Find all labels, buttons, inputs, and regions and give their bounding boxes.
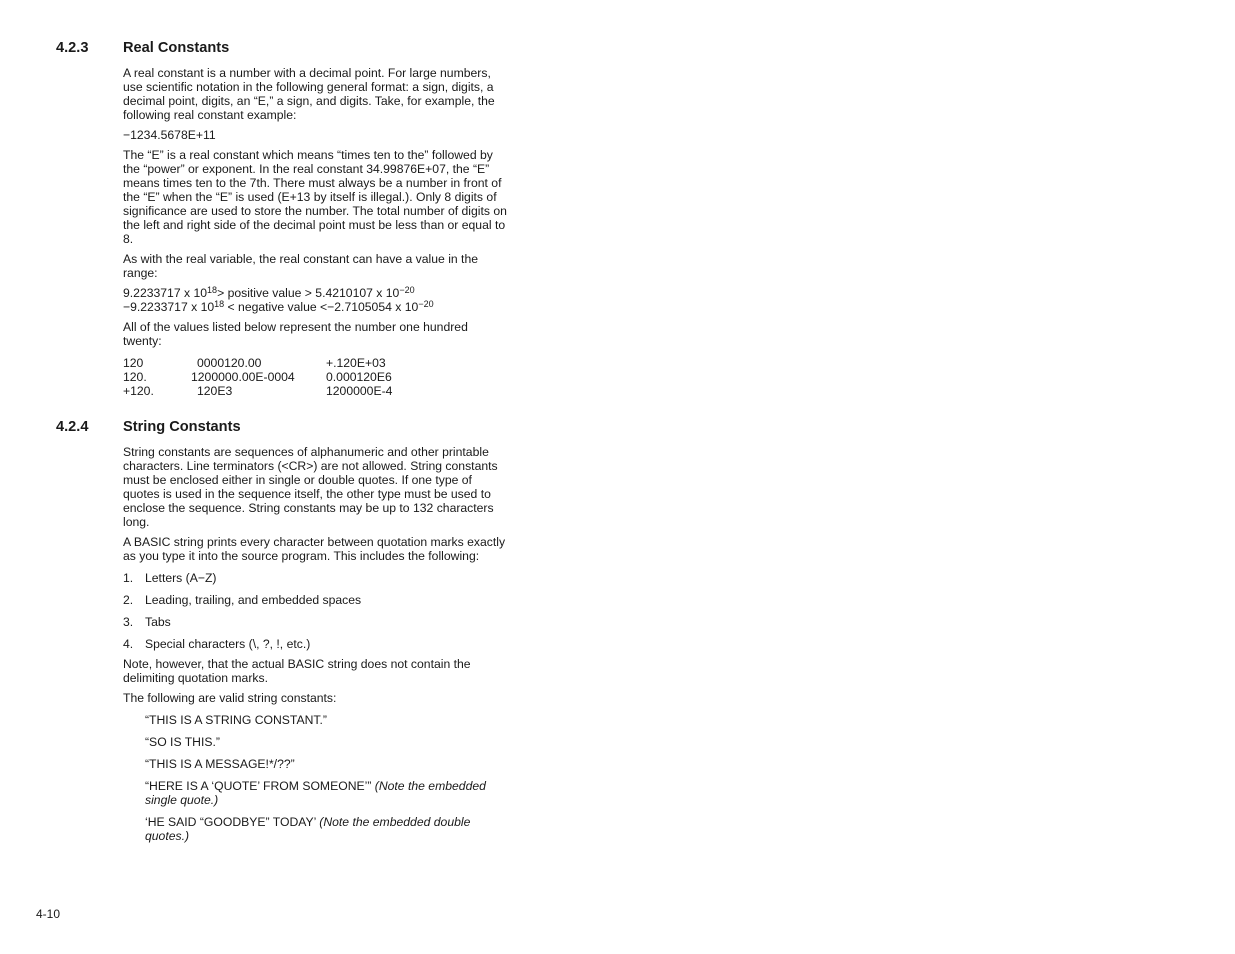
list-item <box>123 571 509 585</box>
section-body <box>123 66 509 398</box>
table-cell: 1200000E-4 <box>326 384 393 398</box>
paragraph: String constants are sequences of alphanumeric and other printable characters. Line terminators (<CR>) are not allowed. String constants must be enclosed either in single or double quotes. If one type of quotes is used in the sequence itself, the other type must be used to enclose the sequence. String constants may be up to 132 characters long. <box>123 445 498 529</box>
list-item <box>123 637 509 651</box>
table-row <box>123 370 392 384</box>
string-example <box>145 815 509 843</box>
section-title: Real Constants <box>123 40 230 56</box>
section-body <box>123 445 509 851</box>
exponent: −20 <box>418 299 434 309</box>
section-title: String Constants <box>123 419 241 435</box>
values-table <box>123 356 392 398</box>
list-number: 1. <box>123 571 134 585</box>
table-cell: +.120E+03 <box>326 356 386 370</box>
formula-text: −9.2233717 x 10 <box>123 300 215 314</box>
table-cell: 0.000120E6 <box>326 370 392 384</box>
table-cell <box>191 384 326 398</box>
example-text: “HERE IS A ‘QUOTE’ FROM SOMEONE’” <box>145 779 375 793</box>
section-heading <box>56 419 241 436</box>
cell-text: 120E3 <box>197 384 233 398</box>
formula-text: < negative value <−2.7105054 x 10 <box>224 300 419 314</box>
string-example <box>145 779 509 807</box>
positive-range <box>123 286 509 300</box>
paragraph: A real constant is a number with a decimal point. For large numbers, use scientific notation in the following general format: a sign, digits, a decimal point, digits, an “E,” a sign, and digits. Take, for example, the following real constant example: <box>123 66 495 122</box>
paragraph: The following are valid string constants: <box>123 691 337 705</box>
list-text: Leading, trailing, and embedded spaces <box>145 593 362 607</box>
table-row <box>123 356 392 370</box>
list-text: Special characters (\, ?, !, etc.) <box>145 637 311 651</box>
real-constant-example: −1234.5678E+11 <box>123 128 216 142</box>
paragraph: A BASIC string prints every character between quotation marks exactly as you type it into the source program. This includes the following: <box>123 535 506 563</box>
section-number: 4.2.4 <box>56 419 89 435</box>
list-number: 2. <box>123 593 134 607</box>
example-text: “THIS IS A MESSAGE!*/??” <box>145 757 295 771</box>
exponent: 18 <box>207 285 218 295</box>
example-text: ‘HE SAID “GOODBYE” TODAY’ <box>145 815 320 829</box>
table-cell: +120. <box>123 384 154 398</box>
paragraph: The “E” is a real constant which means “times ten to the” followed by the “power” or exponent. In the real constant 34.99876E+07, the “E” means times ten to the 7th. There must always be a number in front of the “E” when the “E” is used (E+13 by itself is illegal.). Only 8 digits of significance are used to store the number. The total number of digits on the left and right side of the decimal point must be less than or equal to 8. <box>123 148 507 246</box>
table-cell <box>191 356 326 370</box>
cell-text: 0000120.00 <box>197 356 262 370</box>
list-number: 4. <box>123 637 134 651</box>
formula-text: > positive value > 5.4210107 x 10 <box>217 286 400 300</box>
list-item <box>123 593 509 607</box>
list-text: Letters (A−Z) <box>145 571 217 585</box>
formula-text: 9.2233717 x 10 <box>123 286 208 300</box>
list-number: 3. <box>123 615 134 629</box>
table-cell: 120 <box>123 356 144 370</box>
string-example <box>145 713 509 727</box>
table-cell: 1200000.00E-0004 <box>191 370 295 384</box>
exponent: 18 <box>214 299 225 309</box>
list-text: Tabs <box>145 615 171 629</box>
paragraph: All of the values listed below represent the number one hundred twenty: <box>123 320 468 348</box>
range-formula <box>123 286 509 314</box>
example-text: “SO IS THIS.” <box>145 735 220 749</box>
section-number: 4.2.3 <box>56 40 89 56</box>
list-item <box>123 615 509 629</box>
example-note: (Note the embedded single quote.) <box>145 779 486 807</box>
negative-range <box>123 300 509 314</box>
page-number: 4-10 <box>36 907 61 921</box>
table-row <box>123 384 392 398</box>
paragraph: As with the real variable, the real constant can have a value in the range: <box>123 252 479 280</box>
table-cell: 120. <box>123 370 147 384</box>
string-example <box>145 735 509 749</box>
string-example <box>145 757 509 771</box>
example-note: (Note the embedded double quotes.) <box>145 815 471 843</box>
exponent: −20 <box>399 285 415 295</box>
section-heading <box>56 40 229 57</box>
example-text: “THIS IS A STRING CONSTANT.” <box>145 713 327 727</box>
paragraph: Note, however, that the actual BASIC string does not contain the delimiting quotation marks. <box>123 657 471 685</box>
